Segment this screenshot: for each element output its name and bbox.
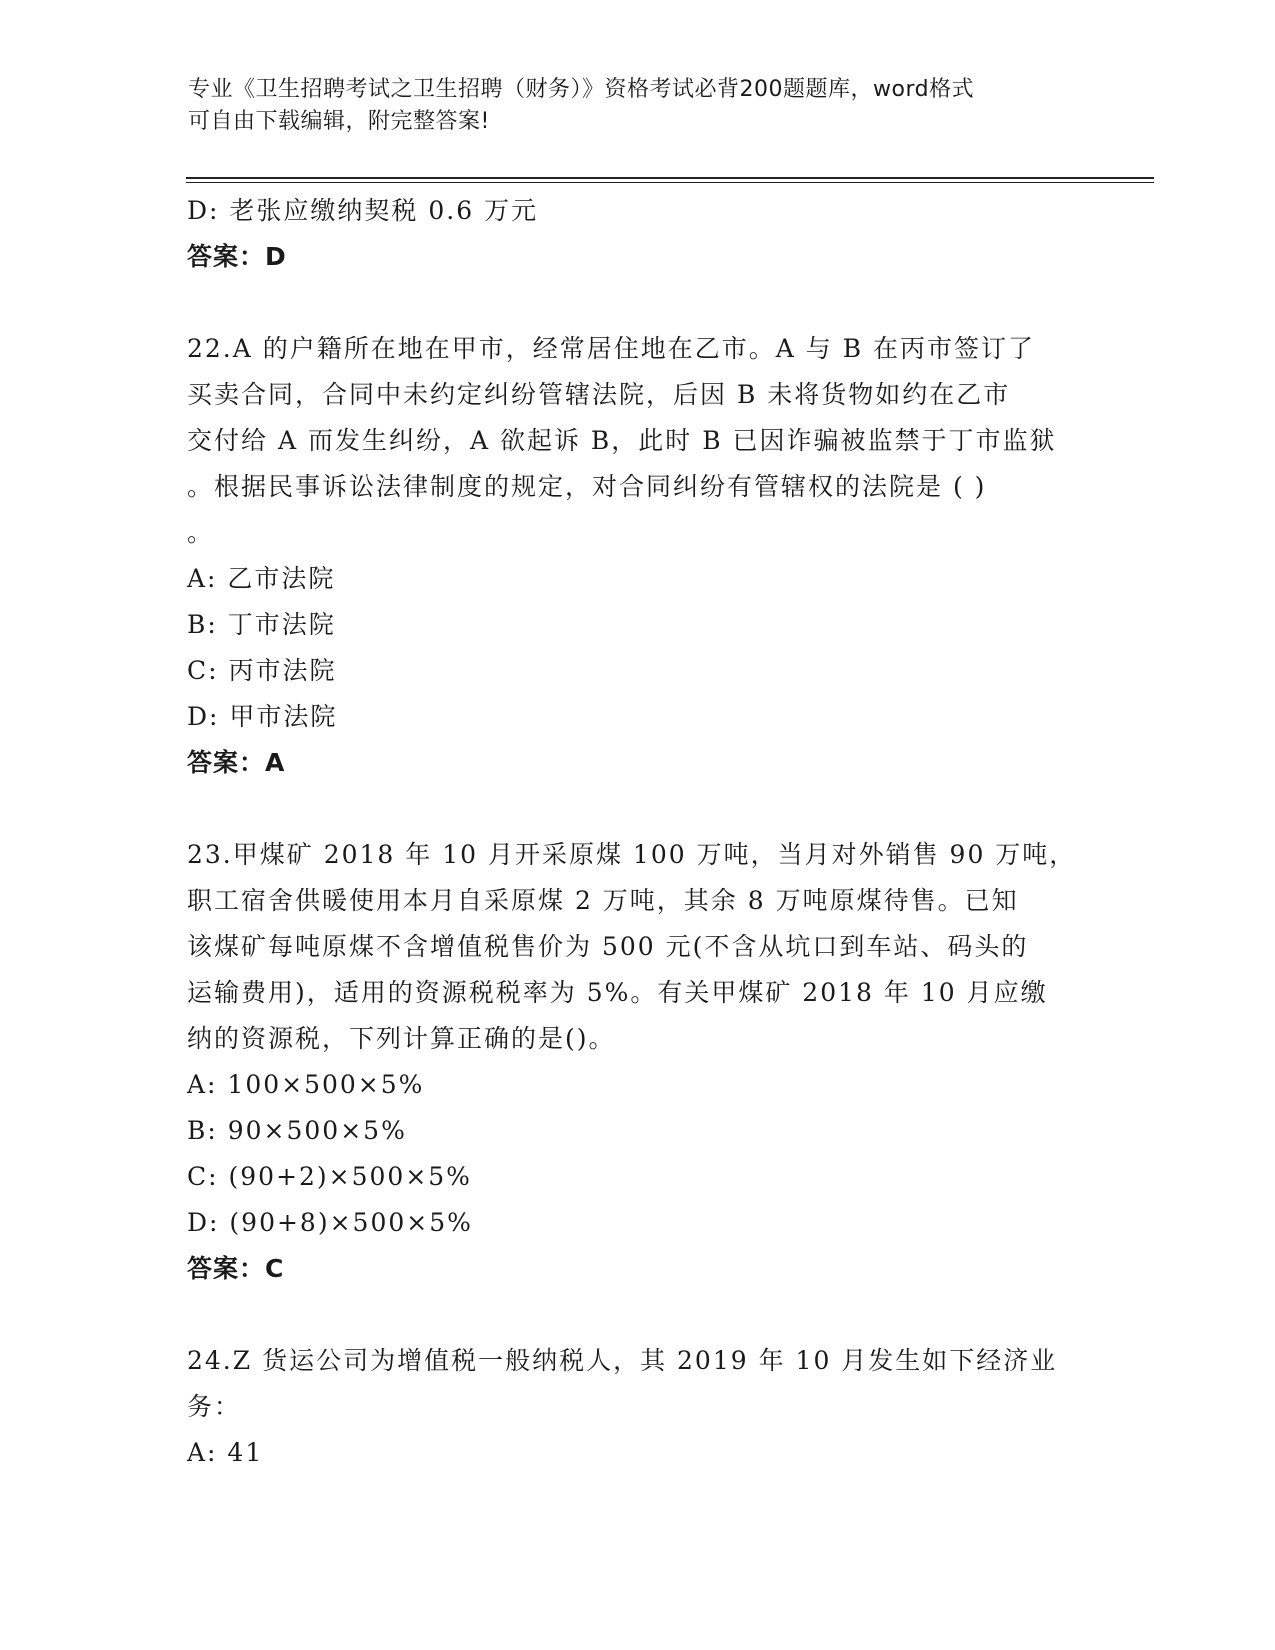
question-stem-line: 运输费用)，适用的资源税税率为 5%。有关甲煤矿 2018 年 10 月应缴: [187, 978, 1048, 1007]
header-line-2: 可自由下载编辑，附完整答案!: [188, 109, 490, 134]
header-line-1: 专业《卫生招聘考试之卫生招聘（财务）》资格考试必背200题题库，word格式: [188, 77, 975, 102]
question-stem-line: 24.Z 货运公司为增值税一般纳税人，其 2019 年 10 月发生如下经济业: [187, 1346, 1058, 1375]
spacer: [187, 1292, 1087, 1338]
answer-label: 答案：A: [187, 748, 286, 777]
option-a: A: 乙市法院: [187, 564, 336, 593]
option-c: C: 丙市法院: [187, 656, 337, 685]
question-24: [187, 1338, 1087, 1476]
question-21-tail: [187, 188, 1087, 280]
header-divider-thin: [186, 182, 1154, 183]
question-stem-line: 。根据民事诉讼法律制度的规定，对合同纠纷有管辖权的法院是 ( ): [187, 472, 987, 501]
question-22: [187, 326, 1087, 786]
spacer: [187, 280, 1087, 326]
answer-label: 答案：D: [187, 242, 287, 271]
question-stem-line: 纳的资源税，下列计算正确的是()。: [187, 1024, 616, 1053]
question-stem-line: 22.A 的户籍所在地在甲市，经常居住地在乙市。A 与 B 在丙市签订了: [187, 334, 1036, 363]
spacer: [187, 786, 1087, 832]
option-b: B: 90×500×5%: [187, 1116, 407, 1145]
question-stem-line: 务：: [187, 1392, 242, 1421]
header-divider-thick: [186, 177, 1154, 179]
question-list: [187, 188, 1087, 1476]
question-stem-line: 23.甲煤矿 2018 年 10 月开采原煤 100 万吨，当月对外销售 90 万吨，: [187, 840, 1077, 869]
option-a: A: 100×500×5%: [187, 1070, 425, 1099]
question-stem-line: 交付给 A 而发生纠纷，A 欲起诉 B，此时 B 已因诈骗被监禁于丁市监狱: [187, 426, 1057, 455]
document-header: [188, 74, 1068, 138]
option-c: C: (90+2)×500×5%: [187, 1162, 472, 1191]
option-d: D: 甲市法院: [187, 702, 338, 731]
option-b: B: 丁市法院: [187, 610, 336, 639]
question-stem-line: 买卖合同，合同中未约定纠纷管辖法院，后因 B 未将货物如约在乙市: [187, 380, 1011, 409]
answer-label: 答案：C: [187, 1254, 285, 1283]
question-stem-line: 该煤矿每吨原煤不含增值税售价为 500 元(不含从坑口到车站、码头的: [187, 932, 1029, 961]
option-a: A: 41: [187, 1438, 264, 1467]
question-23: [187, 832, 1087, 1292]
option-d: D: (90+8)×500×5%: [187, 1208, 473, 1237]
question-stem-line: 。: [187, 518, 215, 547]
option-d: D: 老张应缴纳契税 0.6 万元: [187, 196, 539, 225]
question-stem-line: 职工宿舍供暖使用本月自采原煤 2 万吨，其余 8 万吨原煤待售。已知: [187, 886, 1019, 915]
